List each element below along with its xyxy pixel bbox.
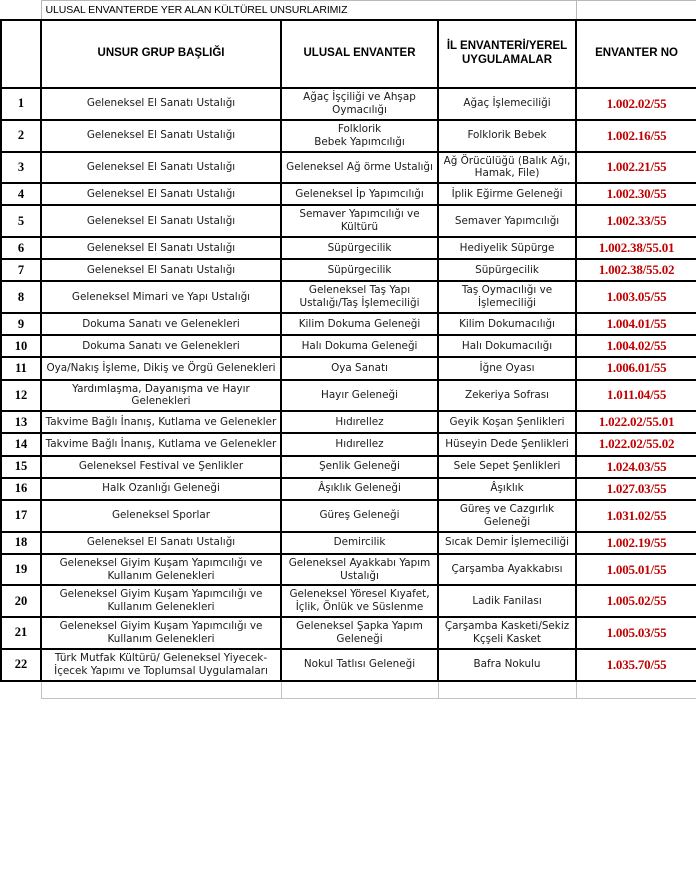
row-local-cell: Süpürgecilik [438, 259, 576, 281]
header-index [1, 20, 41, 88]
row-index-cell: 8 [1, 281, 41, 313]
row-national-cell: Demircilik [281, 532, 438, 554]
row-local-cell: Semaver Yapımcılığı [438, 205, 576, 237]
row-inventory-no-cell: 1.022.02/55.01 [576, 411, 696, 433]
row-group-cell: Geleneksel El Sanatı Ustalığı [41, 152, 281, 184]
row-index-cell: 19 [1, 554, 41, 586]
row-inventory-no-cell: 1.002.38/55.01 [576, 237, 696, 259]
tail-cell-local [438, 681, 576, 699]
title-banner-row [1, 1, 696, 21]
row-group-cell: Geleneksel Giyim Kuşam Yapımcılığı ve Kullanım Gelenekleri [41, 554, 281, 586]
row-index-cell: 10 [1, 335, 41, 357]
row-local-cell: Hediyelik Süpürge [438, 237, 576, 259]
row-inventory-no-cell: 1.031.02/55 [576, 500, 696, 532]
row-local-cell: Geyik Koşan Şenlikleri [438, 411, 576, 433]
row-local-cell: Güreş ve Cazgırlık Geleneği [438, 500, 576, 532]
table-row [1, 649, 696, 681]
table-row [1, 478, 696, 500]
row-inventory-no-cell: 1.027.03/55 [576, 478, 696, 500]
table-row [1, 357, 696, 379]
row-group-cell: Geleneksel Sporlar [41, 500, 281, 532]
row-national-cell: Geleneksel İp Yapımcılığı [281, 183, 438, 205]
table-row [1, 554, 696, 586]
row-national-cell: Süpürgecilik [281, 259, 438, 281]
row-inventory-no-cell: 1.002.38/55.02 [576, 259, 696, 281]
row-index-cell: 1 [1, 88, 41, 120]
tail-cell-number [576, 681, 696, 699]
header-group: UNSUR GRUP BAŞLIĞI [41, 20, 281, 88]
row-local-cell: Âşıklık [438, 478, 576, 500]
row-index-cell: 4 [1, 183, 41, 205]
header-national-inventory: ULUSAL ENVANTER [281, 20, 438, 88]
row-national-cell: Geleneksel Ayakkabı Yapım Ustalığı [281, 554, 438, 586]
title-trailing-cell [576, 1, 696, 21]
row-index-cell: 15 [1, 456, 41, 478]
row-local-cell: Çarşamba Kasketi/Sekiz Kçşeli Kasket [438, 617, 576, 649]
document-title: ULUSAL ENVANTERDE YER ALAN KÜLTÜREL UNSURLARIMIZ [41, 1, 576, 21]
table-row [1, 313, 696, 335]
row-group-cell: Geleneksel El Sanatı Ustalığı [41, 205, 281, 237]
row-group-cell: Yardımlaşma, Dayanışma ve Hayır Gelenekleri [41, 380, 281, 412]
row-group-cell: Takvime Bağlı İnanış, Kutlama ve Gelenekler [41, 411, 281, 433]
row-group-cell: Takvime Bağlı İnanış, Kutlama ve Gelenekler [41, 433, 281, 455]
row-local-cell: Ağ Örücülüğü (Balık Ağı, Hamak, File) [438, 152, 576, 184]
row-inventory-no-cell: 1.004.01/55 [576, 313, 696, 335]
row-index-cell: 5 [1, 205, 41, 237]
row-group-cell: Geleneksel El Sanatı Ustalığı [41, 120, 281, 152]
tail-spacer-cell [1, 681, 41, 699]
row-local-cell: Taş Oymacılığı ve İşlemeciliği [438, 281, 576, 313]
row-inventory-no-cell: 1.002.16/55 [576, 120, 696, 152]
row-national-cell: Hıdırellez [281, 411, 438, 433]
row-inventory-no-cell: 1.006.01/55 [576, 357, 696, 379]
row-national-cell: Kilim Dokuma Geleneği [281, 313, 438, 335]
row-national-cell: Âşıklık Geleneği [281, 478, 438, 500]
title-spacer-cell [1, 1, 41, 21]
row-group-cell: Geleneksel El Sanatı Ustalığı [41, 88, 281, 120]
row-group-cell: Geleneksel Festival ve Şenlikler [41, 456, 281, 478]
header-local-inventory: İL ENVANTERİ/YEREL UYGULAMALAR [438, 20, 576, 88]
row-index-cell: 20 [1, 585, 41, 617]
table-row [1, 411, 696, 433]
row-index-cell: 21 [1, 617, 41, 649]
row-index-cell: 17 [1, 500, 41, 532]
row-inventory-no-cell: 1.011.04/55 [576, 380, 696, 412]
row-index-cell: 7 [1, 259, 41, 281]
row-group-cell: Geleneksel Giyim Kuşam Yapımcılığı ve Kullanım Gelenekleri [41, 585, 281, 617]
row-group-cell: Türk Mutfak Kültürü/ Geleneksel Yiyecek-İçecek Yapımı ve Toplumsal Uygulamaları [41, 649, 281, 681]
table-row [1, 120, 696, 152]
row-inventory-no-cell: 1.024.03/55 [576, 456, 696, 478]
table-header-row [1, 20, 696, 88]
table-row [1, 335, 696, 357]
row-national-cell: Semaver Yapımcılığı ve Kültürü [281, 205, 438, 237]
row-inventory-no-cell: 1.002.30/55 [576, 183, 696, 205]
table-row [1, 380, 696, 412]
row-group-cell: Geleneksel El Sanatı Ustalığı [41, 237, 281, 259]
row-national-cell: Şenlik Geleneği [281, 456, 438, 478]
row-inventory-no-cell: 1.005.02/55 [576, 585, 696, 617]
table-row [1, 456, 696, 478]
row-group-cell: Dokuma Sanatı ve Gelenekleri [41, 313, 281, 335]
table-row [1, 205, 696, 237]
table-row [1, 237, 696, 259]
row-index-cell: 2 [1, 120, 41, 152]
table-trailing-row [1, 681, 696, 699]
row-inventory-no-cell: 1.002.02/55 [576, 88, 696, 120]
row-inventory-no-cell: 1.002.21/55 [576, 152, 696, 184]
table-row [1, 281, 696, 313]
row-index-cell: 13 [1, 411, 41, 433]
row-index-cell: 14 [1, 433, 41, 455]
row-index-cell: 6 [1, 237, 41, 259]
row-national-cell: Folklorik Bebek Yapımcılığı [281, 120, 438, 152]
table-row [1, 183, 696, 205]
row-inventory-no-cell: 1.005.01/55 [576, 554, 696, 586]
table-row [1, 433, 696, 455]
row-local-cell: Kilim Dokumacılığı [438, 313, 576, 335]
row-local-cell: Zekeriya Sofrası [438, 380, 576, 412]
row-inventory-no-cell: 1.005.03/55 [576, 617, 696, 649]
row-inventory-no-cell: 1.002.19/55 [576, 532, 696, 554]
row-index-cell: 22 [1, 649, 41, 681]
row-group-cell: Geleneksel Giyim Kuşam Yapımcılığı ve Kullanım Gelenekleri [41, 617, 281, 649]
row-local-cell: Hüseyin Dede Şenlikleri [438, 433, 576, 455]
tail-cell-national [281, 681, 438, 699]
row-national-cell: Geleneksel Taş Yapı Ustalığı/Taş İşlemeciliği [281, 281, 438, 313]
table-row [1, 617, 696, 649]
row-group-cell: Geleneksel El Sanatı Ustalığı [41, 183, 281, 205]
row-group-cell: Halk Ozanlığı Geleneği [41, 478, 281, 500]
table-body [1, 1, 696, 699]
row-local-cell: Çarşamba Ayakkabısı [438, 554, 576, 586]
row-national-cell: Hayır Geleneği [281, 380, 438, 412]
row-local-cell: Bafra Nokulu [438, 649, 576, 681]
table-row [1, 152, 696, 184]
row-national-cell: Geleneksel Şapka Yapım Geleneği [281, 617, 438, 649]
row-index-cell: 9 [1, 313, 41, 335]
row-local-cell: Sele Sepet Şenlikleri [438, 456, 576, 478]
row-national-cell: Oya Sanatı [281, 357, 438, 379]
row-national-cell: Halı Dokuma Geleneği [281, 335, 438, 357]
row-group-cell: Oya/Nakış İşleme, Dikiş ve Örgü Gelenekleri [41, 357, 281, 379]
row-national-cell: Hıdırellez [281, 433, 438, 455]
tail-cell-group [41, 681, 281, 699]
row-national-cell: Ağaç İşçiliği ve Ahşap Oymacılığı [281, 88, 438, 120]
row-inventory-no-cell: 1.022.02/55.02 [576, 433, 696, 455]
row-inventory-no-cell: 1.002.33/55 [576, 205, 696, 237]
table-row [1, 500, 696, 532]
row-inventory-no-cell: 1.003.05/55 [576, 281, 696, 313]
row-national-cell: Nokul Tatlısı Geleneği [281, 649, 438, 681]
row-national-cell: Süpürgecilik [281, 237, 438, 259]
table-row [1, 585, 696, 617]
table-row [1, 532, 696, 554]
row-local-cell: Ağaç İşlemeciliği [438, 88, 576, 120]
row-national-cell: Güreş Geleneği [281, 500, 438, 532]
row-group-cell: Geleneksel Mimari ve Yapı Ustalığı [41, 281, 281, 313]
row-local-cell: Folklorik Bebek [438, 120, 576, 152]
header-inventory-number: ENVANTER NO [576, 20, 696, 88]
row-local-cell: İplik Eğirme Geleneği [438, 183, 576, 205]
row-group-cell: Geleneksel El Sanatı Ustalığı [41, 259, 281, 281]
row-local-cell: Ladik Fanilası [438, 585, 576, 617]
row-inventory-no-cell: 1.035.70/55 [576, 649, 696, 681]
row-index-cell: 18 [1, 532, 41, 554]
row-index-cell: 11 [1, 357, 41, 379]
table-row [1, 88, 696, 120]
row-local-cell: İğne Oyası [438, 357, 576, 379]
row-local-cell: Halı Dokumacılığı [438, 335, 576, 357]
row-index-cell: 3 [1, 152, 41, 184]
row-inventory-no-cell: 1.004.02/55 [576, 335, 696, 357]
row-national-cell: Geleneksel Yöresel Kıyafet, İçlik, Önlük ve Süslenme [281, 585, 438, 617]
row-group-cell: Dokuma Sanatı ve Gelenekleri [41, 335, 281, 357]
row-national-cell: Geleneksel Ağ örme Ustalığı [281, 152, 438, 184]
row-group-cell: Geleneksel El Sanatı Ustalığı [41, 532, 281, 554]
table-row [1, 259, 696, 281]
row-local-cell: Sıcak Demir İşlemeciliği [438, 532, 576, 554]
row-index-cell: 16 [1, 478, 41, 500]
row-index-cell: 12 [1, 380, 41, 412]
